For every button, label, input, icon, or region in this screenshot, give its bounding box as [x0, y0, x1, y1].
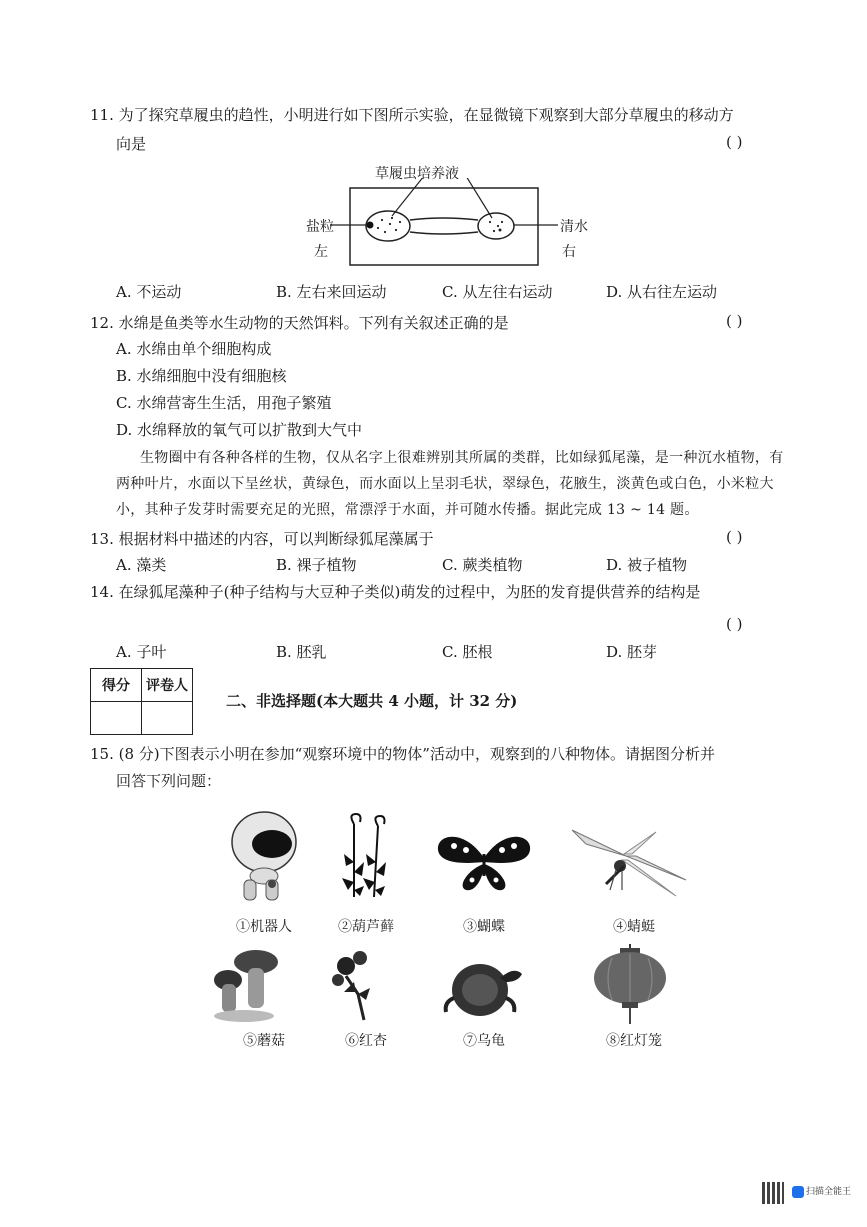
q14-option-b: B. 胚乳	[276, 643, 327, 661]
slide-diagram	[330, 178, 560, 270]
q11-answer-parens: ( )	[726, 133, 743, 151]
scanner-label: 扫描全能王	[806, 1187, 852, 1197]
reading-material: 生物圈中有各种各样的生物，仅从名字上很难辨别其所属的类群，比如绿狐尾藻，是一种沉水植物，有两种叶片，水面以下呈丝状，黄绿色，而水面以上呈羽毛状，翠绿色，花腋生，淡黄色或白色，小米粒大小，其种子发芽时需要充足的光照，常漂浮于水面，并可随水传播。据此完成 13 ~ 14 题。	[116, 450, 784, 518]
caption-moss: ②葫芦藓	[338, 919, 394, 935]
diagram-left-label: 盐粒	[306, 219, 334, 235]
q13-answer-parens: ( )	[726, 528, 743, 546]
caption-dragonfly: ④蜻蜓	[613, 919, 655, 935]
grader-header: 评卷人	[142, 669, 193, 702]
apricot-image	[324, 946, 380, 1022]
turtle-image	[440, 952, 532, 1022]
q13-option-d: D. 被子植物	[606, 556, 688, 574]
q14-answer-parens: ( )	[726, 615, 743, 633]
q15-stem-line1: 15. (8 分)下图表示小明在参加“观察环境中的物体”活动中，观察到的八种物体。请据图分析并	[90, 745, 715, 763]
q14-stem: 14. 在绿狐尾藻种子(种子结构与大豆种子类似)萌发的过程中，为胚的发育提供营养的结构是	[90, 583, 701, 601]
dragonfly-image	[566, 826, 692, 900]
q13-option-c: C. 蕨类植物	[442, 556, 523, 574]
q11-option-a: A. 不运动	[116, 283, 182, 301]
section-2-title: 二、非选择题(本大题共 4 小题，计 32 分)	[226, 692, 518, 710]
butterfly-image	[434, 828, 534, 894]
q14-option-c: C. 胚根	[442, 643, 493, 661]
q11-option-d: D. 从右往左运动	[606, 283, 718, 301]
robot-image	[222, 806, 302, 906]
q12-stem: 12. 水绵是鱼类等水生动物的天然饵料。下列有关叙述正确的是	[90, 314, 509, 332]
diagram-top-label: 草履虫培养液	[375, 166, 459, 182]
q13-option-a: A. 藻类	[116, 556, 167, 574]
q12-option-c: C. 水绵营寄生生活，用孢子繁殖	[116, 394, 332, 412]
caption-robot: ①机器人	[236, 919, 292, 935]
grader-cell[interactable]	[142, 702, 193, 735]
scanner-logo-icon	[792, 1186, 804, 1198]
lantern-image	[590, 944, 670, 1026]
qr-code-icon	[762, 1182, 784, 1204]
q13-option-b: B. 裸子植物	[276, 556, 357, 574]
caption-butterfly: ③蝴蝶	[463, 919, 505, 935]
diagram-right-label: 清水	[560, 219, 588, 235]
caption-apricot: ⑥红杏	[345, 1033, 387, 1049]
caption-turtle: ⑦乌龟	[463, 1033, 505, 1049]
q11-stem-line2: 向是	[116, 135, 147, 153]
caption-lantern: ⑧红灯笼	[606, 1033, 662, 1049]
q12-option-d: D. 水绵释放的氧气可以扩散到大气中	[116, 421, 363, 439]
moss-image	[336, 812, 396, 904]
q12-option-a: A. 水绵由单个细胞构成	[116, 340, 272, 358]
q14-option-a: A. 子叶	[116, 643, 167, 661]
q12-option-b: B. 水绵细胞中没有细胞核	[116, 367, 287, 385]
score-cell[interactable]	[91, 702, 142, 735]
q15-stem-line2: 回答下列问题：	[116, 772, 222, 790]
q11-stem-line1: 11. 为了探究草履虫的趋性，小明进行如下图所示实验，在显微镜下观察到大部分草履虫的移动方	[90, 106, 734, 124]
mushroom-image	[206, 946, 286, 1024]
q13-stem: 13. 根据材料中描述的内容，可以判断绿狐尾藻属于	[90, 530, 434, 548]
q11-option-b: B. 左右来回运动	[276, 283, 387, 301]
diagram-right-side: 右	[562, 244, 576, 260]
q12-answer-parens: ( )	[726, 312, 743, 330]
diagram-left-side: 左	[314, 244, 328, 260]
score-header: 得分	[91, 669, 142, 702]
caption-mushroom: ⑤蘑菇	[243, 1033, 285, 1049]
q11-option-c: C. 从左往右运动	[442, 283, 553, 301]
q14-option-d: D. 胚芽	[606, 643, 658, 661]
score-box	[90, 668, 193, 735]
